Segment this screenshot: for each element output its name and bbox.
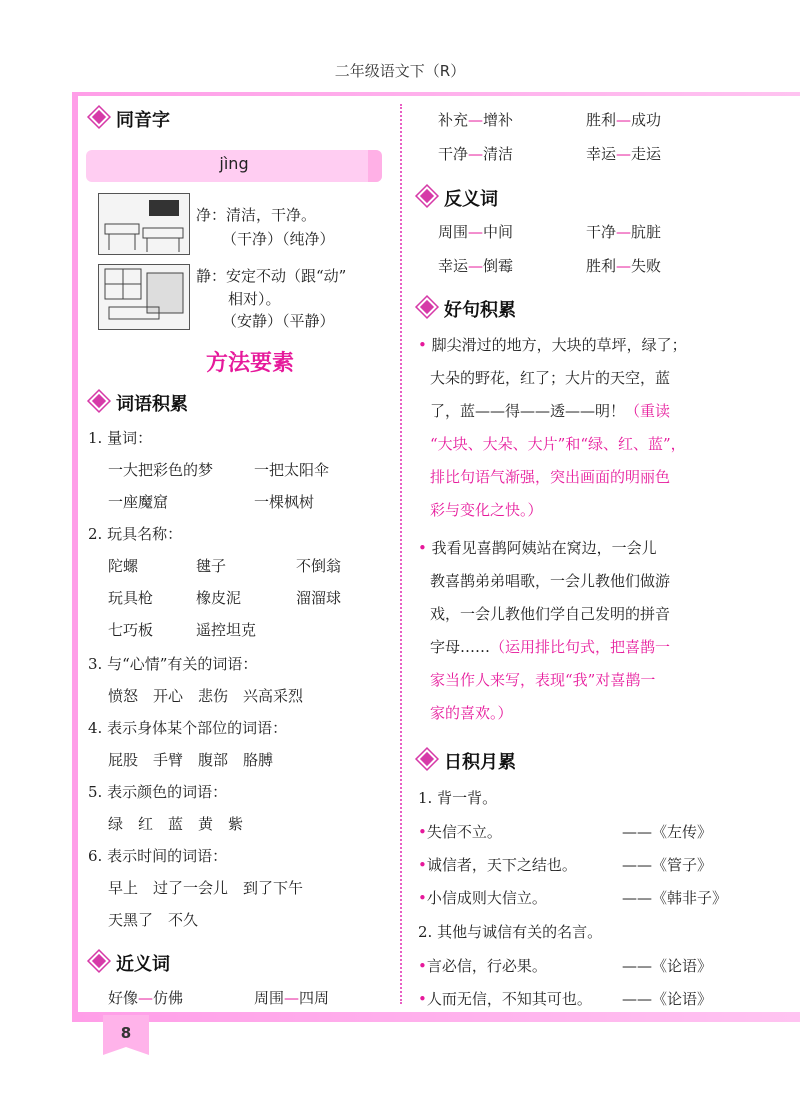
quiet-room-illustration <box>98 264 190 330</box>
diamond-icon <box>89 951 109 971</box>
vocab-head-3: 3. 与“心情”有关的词语： <box>88 655 258 673</box>
quiet-room-icon <box>99 265 189 329</box>
quote-source: ——《韩非子》 <box>622 889 728 907</box>
sentence-1-line: • 脚尖滑过的地方，大块的草坪，绿了； <box>418 336 687 354</box>
quote-item: •言必信，行必果。 <box>418 957 547 975</box>
vocab-head-5: 5. 表示颜色的词语： <box>88 783 228 801</box>
synonym-pair: 补充—增补 <box>438 111 514 129</box>
sentence-1-note: 排比句语气渐强，突出画面的明丽色 <box>430 468 671 486</box>
section-synonyms-title: 近义词 <box>88 950 170 976</box>
section-antonyms-title: 反义词 <box>416 185 498 211</box>
classroom-illustration <box>98 193 190 255</box>
entry-jing1-def: 净：清洁，干净。 <box>196 206 317 224</box>
vocab-item: 橡皮泥 <box>196 589 242 607</box>
daily-head-2: 2. 其他与诚信有关的名言。 <box>418 923 603 941</box>
vocab-item: 玩具枪 <box>108 589 154 607</box>
vocab-item: 一棵枫树 <box>254 493 315 511</box>
quote-item: •小信成则大信立。 <box>418 889 547 907</box>
section-vocab-title: 词语积累 <box>88 390 188 416</box>
quote-source: ——《论语》 <box>622 957 713 975</box>
diamond-icon <box>89 391 109 411</box>
vocab-line: 绿 红 蓝 黄 紫 <box>108 815 244 833</box>
quote-source: ——《管子》 <box>622 856 713 874</box>
vocab-head-6: 6. 表示时间的词语： <box>88 847 228 865</box>
sentence-1-note: 彩与变化之快。） <box>430 501 543 519</box>
vocab-line: 天黑了 不久 <box>108 911 199 929</box>
diamond-icon <box>89 107 109 127</box>
sentence-2-line: • 我看见喜鹊阿姨站在窝边，一会儿 <box>418 539 657 557</box>
vocab-item: 遥控坦克 <box>196 621 257 639</box>
sentence-1-line: 了，蓝——得——透——明！（重读 <box>430 402 671 420</box>
section-sentences-title: 好句积累 <box>416 296 516 322</box>
antonym-pair: 幸运—倒霉 <box>438 257 514 275</box>
running-header: 二年级语文下（R） <box>334 62 466 80</box>
synonym-pair: 好像—仿佛 <box>108 989 184 1007</box>
diamond-icon <box>417 297 437 317</box>
page-number: 8 <box>120 1024 132 1042</box>
section-daily-title: 日积月累 <box>416 748 516 774</box>
sentence-2-note: 家当作人来写，表现“我”对喜鹊一 <box>430 671 656 689</box>
column-divider <box>400 104 402 1004</box>
entry-jing2-def: 静：安定不动（跟“动” <box>196 267 347 285</box>
antonym-pair: 干净—肮脏 <box>586 223 662 241</box>
sentence-2-note: 家的喜欢。） <box>430 704 513 722</box>
entry-jing2-words: （安静）（平静） <box>222 312 335 330</box>
quote-item: •失信不立。 <box>418 823 502 841</box>
entry-jing2-def-cont: 相对）。 <box>228 290 281 308</box>
synonym-pair: 干净—清洁 <box>438 145 514 163</box>
vocab-item: 七巧板 <box>108 621 154 639</box>
quote-item: •人而无信，不知其可也。 <box>418 990 592 1008</box>
synonym-pair: 幸运—走运 <box>586 145 662 163</box>
antonym-pair: 胜利—失败 <box>586 257 662 275</box>
vocab-item: 毽子 <box>196 557 227 575</box>
sentence-2-line: 字母……（运用排比句式，把喜鹊一 <box>430 638 671 656</box>
quote-item: •诚信者，天下之结也。 <box>418 856 577 874</box>
quote-source: ——《左传》 <box>622 823 713 841</box>
sentence-2-line: 戏，一会儿教他们学自己发明的拼音 <box>430 605 671 623</box>
vocab-head-4: 4. 表示身体某个部位的词语： <box>88 719 288 737</box>
vocab-line: 早上 过了一会儿 到了下午 <box>108 879 304 897</box>
diamond-icon <box>417 749 437 769</box>
vocab-head-2: 2. 玩具名称： <box>88 525 183 543</box>
section-homophone-title: 同音字 <box>88 106 170 132</box>
vocab-item: 陀螺 <box>108 557 139 575</box>
sentence-2-line: 教喜鹊弟弟唱歌，一会儿教他们做游 <box>430 572 671 590</box>
sentence-1-note: “大块、大朵、大片”和“绿、红、蓝”， <box>430 435 686 453</box>
diamond-icon <box>417 186 437 206</box>
method-heading: 方法要素 <box>205 350 294 376</box>
quote-source: ——《论语》 <box>622 990 713 1008</box>
vocab-item: 一大把彩色的梦 <box>108 461 214 479</box>
entry-jing1-words: （干净）（纯净） <box>222 230 335 248</box>
vocab-line: 屁股 手臂 腹部 胳膊 <box>108 751 274 769</box>
vocab-item: 一把太阳伞 <box>254 461 330 479</box>
vocab-item: 溜溜球 <box>296 589 342 607</box>
synonym-pair: 胜利—成功 <box>586 111 662 129</box>
vocab-head-1: 1. 量词： <box>88 429 153 447</box>
vocab-item: 一座魔窟 <box>108 493 169 511</box>
vocab-line: 愤怒 开心 悲伤 兴高采烈 <box>108 687 304 705</box>
vocab-item: 不倒翁 <box>296 557 342 575</box>
classroom-icon <box>99 194 189 254</box>
antonym-pair: 周围—中间 <box>438 223 514 241</box>
synonym-pair: 周围—四周 <box>254 989 330 1007</box>
daily-head-1: 1. 背一背。 <box>418 789 498 807</box>
pinyin-label: jìng <box>219 154 249 173</box>
sentence-1-line: 大朵的野花，红了；大片的天空，蓝 <box>430 369 671 387</box>
